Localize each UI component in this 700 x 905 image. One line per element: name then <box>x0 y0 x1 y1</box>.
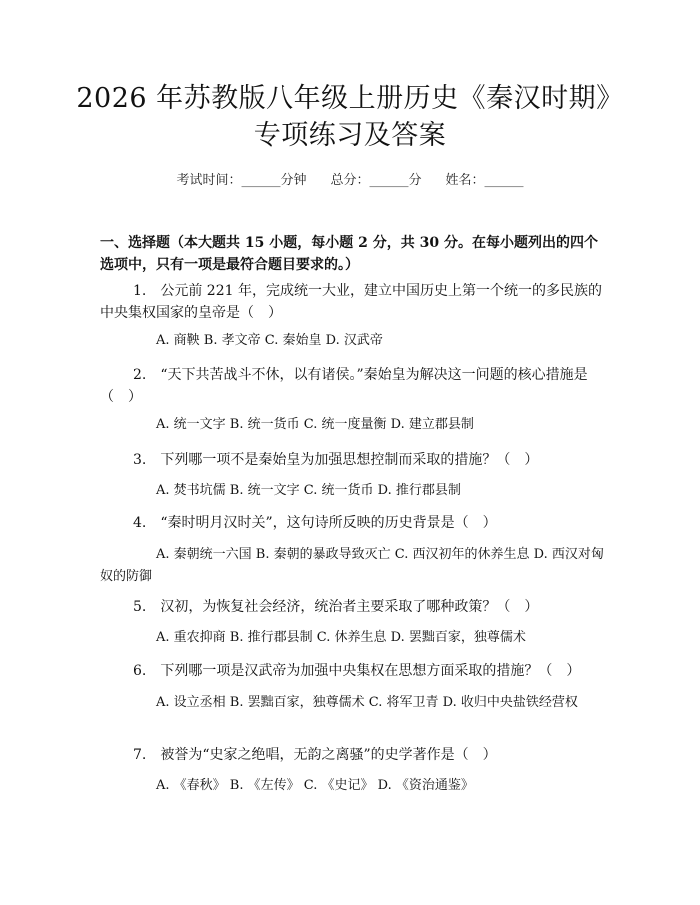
question-options: A. 焚书坑儒 B. 统一文字 C. 统一货币 D. 推行郡县制 <box>156 483 461 498</box>
exam-info-line <box>0 169 700 188</box>
document-title-line-1: 2026 年苏教版八年级上册历史《秦汉时期》 <box>76 83 624 114</box>
exam-time-field: 考试时间：______分钟 <box>176 173 307 188</box>
question-stem: 2. “天下共苦战斗不休，以有诸侯。”秦始皇为解决这一问题的核心措施是（ ） <box>100 367 588 405</box>
total-score-field: 总分：______分 <box>330 173 422 188</box>
student-name-field: 姓名：______ <box>445 173 524 188</box>
question-stem: 3. 下列哪一项不是秦始皇为加强思想控制而采取的措施？（ ） <box>133 452 539 468</box>
question-options: A. 商鞅 B. 孝文帝 C. 秦始皇 D. 汉武帝 <box>156 333 383 348</box>
question-options: A. 《春秋》 B. 《左传》 C. 《史记》 D. 《资治通鉴》 <box>156 778 474 793</box>
question-options: A. 设立丞相 B. 罢黜百家，独尊儒术 C. 将军卫青 D. 收归中央盐铁经营权 <box>156 695 578 710</box>
question-stem: 1. 公元前 221 年，完成统一大业，建立中国历史上第一个统一的多民族的中央集权国家的皇帝是（ ） <box>100 283 602 321</box>
question-options: A. 秦朝统一六国 B. 秦朝的暴政导致灭亡 C. 西汉初年的休养生息 D. 西汉对匈奴的防御 <box>100 547 604 584</box>
question-stem: 7. 被誉为“史家之绝唱，无韵之离骚”的史学著作是（ ） <box>133 747 497 763</box>
question-options: A. 重农抑商 B. 推行郡县制 C. 休养生息 D. 罢黜百家，独尊儒术 <box>156 630 526 645</box>
question-stem: 6. 下列哪一项是汉武帝为加强中央集权在思想方面采取的措施？（ ） <box>133 663 581 679</box>
section-heading: 一、选择题（本大题共 15 小题，每小题 2 分，共 30 分。在每小题列出的四个选项中，只有一项是最符合题目要求的。） <box>100 235 598 273</box>
question-stem: 5. 汉初，为恢复社会经济，统治者主要采取了哪种政策？（ ） <box>133 599 539 615</box>
document-title-line-2: 专项练习及答案 <box>253 120 447 151</box>
question-stem: 4. “秦时明月汉时关”，这句诗所反映的历史背景是（ ） <box>133 515 497 531</box>
question-options: A. 统一文字 B. 统一货币 C. 统一度量衡 D. 建立郡县制 <box>156 417 474 432</box>
